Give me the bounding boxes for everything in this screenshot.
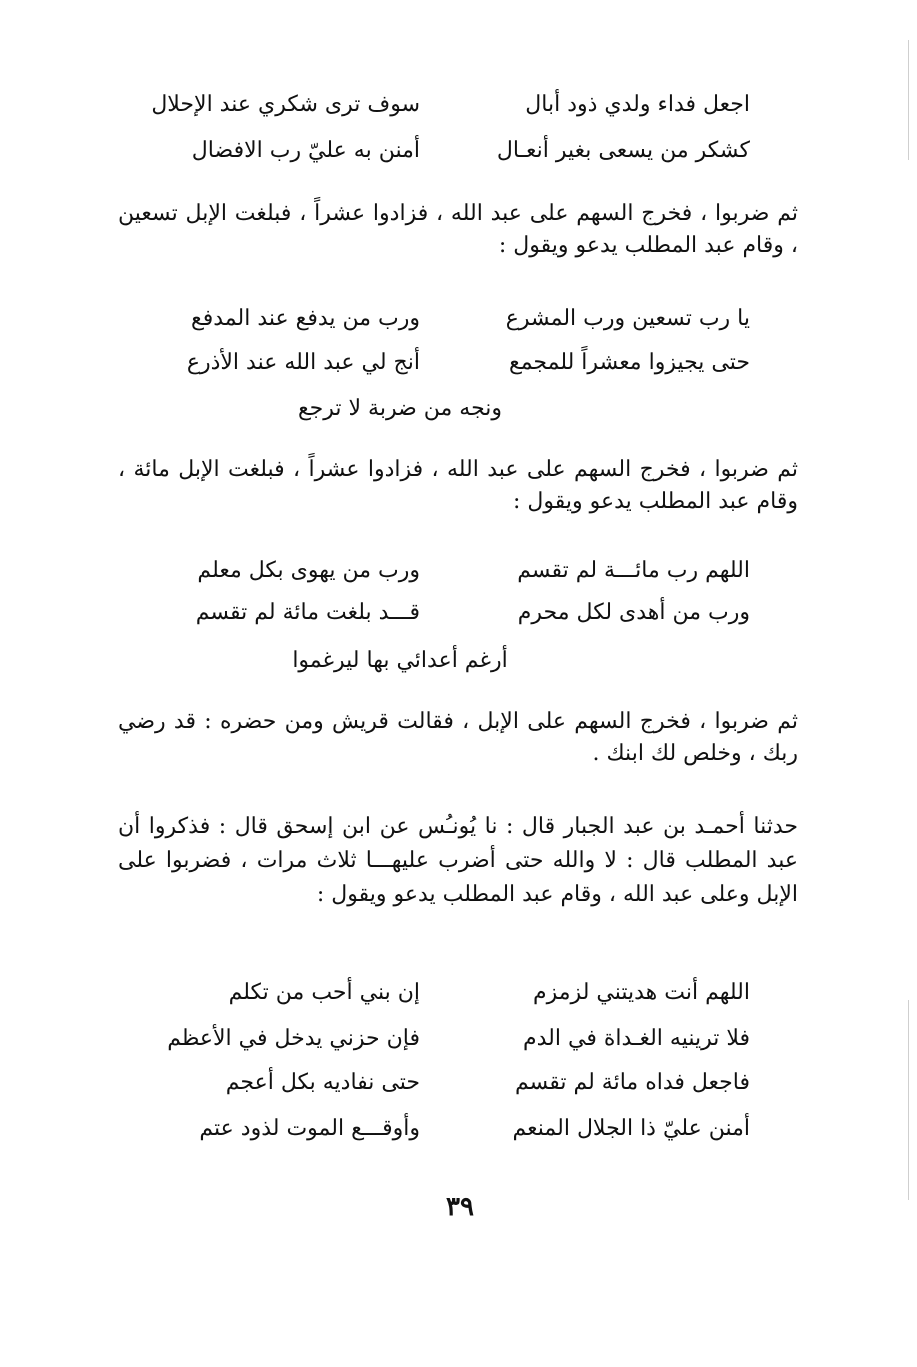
verse-line <box>120 558 750 598</box>
verse-second-hemistich: وأوقـــع الموت لذود عتم <box>199 1116 420 1141</box>
verse-line <box>120 1116 750 1156</box>
verse-second-hemistich: إن بني أحب من تكلم <box>228 980 420 1005</box>
verse-second-hemistich: حتى نفاديه بكل أعجم <box>225 1070 420 1095</box>
verse-first-hemistich: فلا ترينيه الغـداة في الدم <box>523 1026 750 1051</box>
prose-paragraph: ثم ضربوا ، فخرج السهم على عبد الله ، فزادوا عشراً ، فبلغت الإبل تسعين ، وقام عبد المطلب يدعو ويقول : <box>118 201 798 258</box>
verse-second-hemistich: ورب من يدفع عند المدفع <box>191 306 420 331</box>
verse-first-hemistich: ورب من أهدى لكل محرم <box>517 600 750 625</box>
verse-first-hemistich: فاجعل فداه مائة لم تقسم <box>514 1070 750 1095</box>
verse-second-hemistich: أنج لي عبد الله عند الأذرع <box>186 350 420 375</box>
verse-line <box>120 138 750 178</box>
scan-edge-line <box>908 40 909 160</box>
verse-line <box>120 92 750 132</box>
verse-second-hemistich: سوف ترى شكري عند الإحلال <box>151 92 420 117</box>
verse-line <box>120 600 750 640</box>
page-number: ٣٩ <box>446 1192 474 1222</box>
verse-first-hemistich: اللهم رب مائـــة لم تقسم <box>517 558 750 583</box>
verse-second-hemistich: أمنن به عليّ رب الافضال <box>191 138 420 163</box>
scan-edge-line <box>908 1000 909 1200</box>
verse-first-hemistich: كشكر من يسعى بغير أنعـال <box>496 138 750 163</box>
verse-line <box>120 1070 750 1110</box>
verse-line <box>120 350 750 390</box>
verse-second-hemistich: فإن حزني يدخل في الأعظم <box>167 1026 420 1051</box>
prose-paragraph: ثم ضربوا ، فخرج السهم على الإبل ، فقالت قريش ومن حضره : قد رضي ربك ، وخلص لك ابنك . <box>118 709 798 766</box>
verse-tail-line: أرغم أعدائي بها ليرغموا <box>292 648 508 673</box>
verse-first-hemistich: حتى يجيزوا معشراً للمجمع <box>508 350 750 375</box>
verse-first-hemistich: أمنن عليّ ذا الجلال المنعم <box>512 1116 750 1141</box>
verse-first-hemistich: اجعل فداء ولدي ذود أبال <box>525 92 750 117</box>
verse-second-hemistich: ورب من يهوى بكل معلم <box>197 558 420 583</box>
verse-tail-line: ونجه من ضربة لا ترجع <box>297 396 503 421</box>
verse-line <box>120 980 750 1020</box>
verse-line <box>120 1026 750 1066</box>
verse-first-hemistich: يا رب تسعين ورب المشرع <box>505 306 750 331</box>
verse-second-hemistich: قـــد بلغت مائة لم تقسم <box>195 600 420 625</box>
prose-paragraph: حدثنا أحمـد بن عبد الجبار قال : نا يُونـُس عن ابن إسحق قال : فذكروا أن عبد المطلب قال : لا والله حتى أضرب عليهـــا ثلاث مرات ، فضربوا على الإبل وعلى عبد الله ، وقام عبد المطلب يدعو ويقول : <box>118 814 798 907</box>
verse-first-hemistich: اللهم أنت هديتني لزمزم <box>533 980 750 1005</box>
verse-line <box>120 306 750 346</box>
prose-paragraph: ثم ضربوا ، فخرج السهم على عبد الله ، فزادوا عشراً ، فبلغت الإبل مائة ، وقام عبد المطلب يدعو ويقول : <box>118 457 798 514</box>
